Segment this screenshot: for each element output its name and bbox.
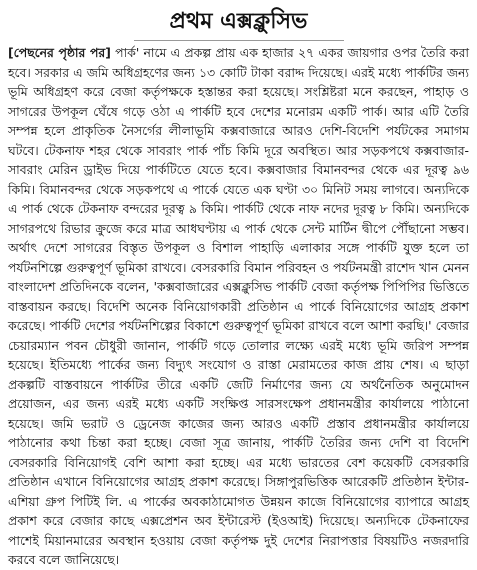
article-body-text: পার্ক' নামে এ প্রকল্প প্রায় এক হাজার ২৭ একর জায়গার ওপর তৈরি করা হবে। সরকার এ জমি অধিগ্রহণের জন্য ১৩ কোটি টাকা বরাদ্দ দিয়েছে। এরই মধ্যে পার্কটির জন্য ভূমি অধিগ্রহণ করে বেজা কর্তৃপক্ষকে হস্তান্তর করা হয়েছে। সংশ্লিষ্টরা মনে করছেন, পাহাড় ও সাগরের উপকূল ঘেঁষে গড়ে ওঠা এ পার্কটি হবে দেশের মনোরম একটি পার্ক। আর এটি তৈরি সম্পন্ন হলে প্রাকৃতিক নৈসর্গের লীলাভূমি কক্সবাজারে আরও দেশি-বিদেশি পর্যটকের সমাগম ঘটবে। টেকনাফ শহর থেকে সাবরাং পার্ক পাঁচ কিমি দূরে অবস্থিত। আর সড়কপথে কক্সবাজার-সাবরাং মেরিন ড্রাইভ দিয়ে পার্কটিতে যেতে হবে। কক্সবাজার বিমানবন্দর থেকে এর দূরত্ব ৯৬ কিমি। বিমানবন্দর থেকে সড়কপথে এ পার্কে যেতে এক ঘণ্টা ৩০ মিনিট সময় লাগবে। অন্যদিকে এ পার্ক থেকে টেকনাফ বন্দরের দূরত্ব ৯ কিমি। পার্কটি থেকে নাফ নদের দূরত্ব ৮ কিমি। অন্যদিকে সাগরপথে রিভার ক্রুজে করে মাত্র আধঘণ্টায় এ পার্ক থেকে সেন্ট মার্টিন দ্বীপে পৌঁছানো সম্ভব। অর্থাৎ দেশে সাগরের বিস্তৃত উপকূল ও বিশাল পাহাড়ি এলাকার সঙ্গে পার্কটি যুক্ত হলে তা পর্যটনশিল্পে গুরুত্বপূর্ণ ভূমিকা রাখবে। বেসরকারি বিমান পরিবহন ও পর্যটনমন্ত্রী রাশেদ খান মেনন বাংলাদেশ প্রতিদিনকে বলেন, 'কক্সবাজারের এক্সক্লুসিভ পার্কটি বেজা কর্তৃপক্ষ পিপিপির ভিত্তিতে বাস্তবায়ন করছে। বিদেশি অনেক বিনিয়োগকারী প্রতিষ্ঠান এ পার্কে বিনিয়োগের আগ্রহ প্রকাশ করেছে। পার্কটি দেশের পর্যটনশিল্পের বিকাশে গুরুত্বপূর্ণ ভূমিকা রাখবে বলে আশা করছি।' বেজার চেয়ারম্যান পবন চৌধুরী জানান, পার্কটি গড়ে তোলার লক্ষ্যে এরই মধ্যে ভূমি জরিপ সম্পন্ন হয়েছে। ইতিমধ্যে পার্কের জন্য বিদ্যুৎ সংযোগ ও রাস্তা মেরামতের কাজ প্রায় শেষ। এ ছাড়া প্রকল্পটি বাস্তবায়নে পার্কটির তীরে একটি জেটি নির্মাণের জন্য যে অর্থনৈতিক অনুমোদন প্রয়োজন, এর জন্য এরই মধ্যে একটি সংক্ষিপ্ত সারসংক্ষেপ প্রধানমন্ত্রীর কার্যালয়ে পাঠানো হয়েছে। জমি ভরাট ও ড্রেনেজ কাজের জন্য আরও একটি প্রস্তাব প্রধানমন্ত্রীর কার্যালয়ে পাঠানোর কথা চিন্তা করা হচ্ছে। বেজা সূত্র জানায়, পার্কটি তৈরির জন্য দেশি বা বিদেশি বেসরকারি বিনিয়োগই বেশি আশা করা হচ্ছে। এর মধ্যে ভারতের বেশ কয়েকটি বেসরকারি প্রতিষ্ঠান এখানে বিনিয়োগের আগ্রহ প্রকাশ করেছে। সিঙ্গাপুরভিত্তিক আরেকটি প্রতিষ্ঠান ইন্টার-এশিয়া গ্রুপ পিটিই লি. এ পার্কের অবকাঠামোগত উন্নয়ন কাজে বিনিয়োগের ব্যাপারে আগ্রহ প্রকাশ করে বেজার কাছে এক্সপ্রেশন অব ইন্টারেস্ট (ইওআই) দিয়েছে। অন্যদিকে টেকনাফের পাশেই মিয়ানমারের অবস্থান হওয়ায় বেজা কর্তৃপক্ষ দুই দেশের নিরাপত্তার বিষয়টিও নজরদারি করবে বলে জানিয়েছে। <box>8 45 469 567</box>
continued-marker: [পেছনের পৃষ্ঠার পর] <box>8 45 111 60</box>
headline-rule <box>134 40 344 41</box>
article-body <box>8 43 469 570</box>
headline: প্রথম এক্সক্লুসিভ <box>169 9 308 34</box>
